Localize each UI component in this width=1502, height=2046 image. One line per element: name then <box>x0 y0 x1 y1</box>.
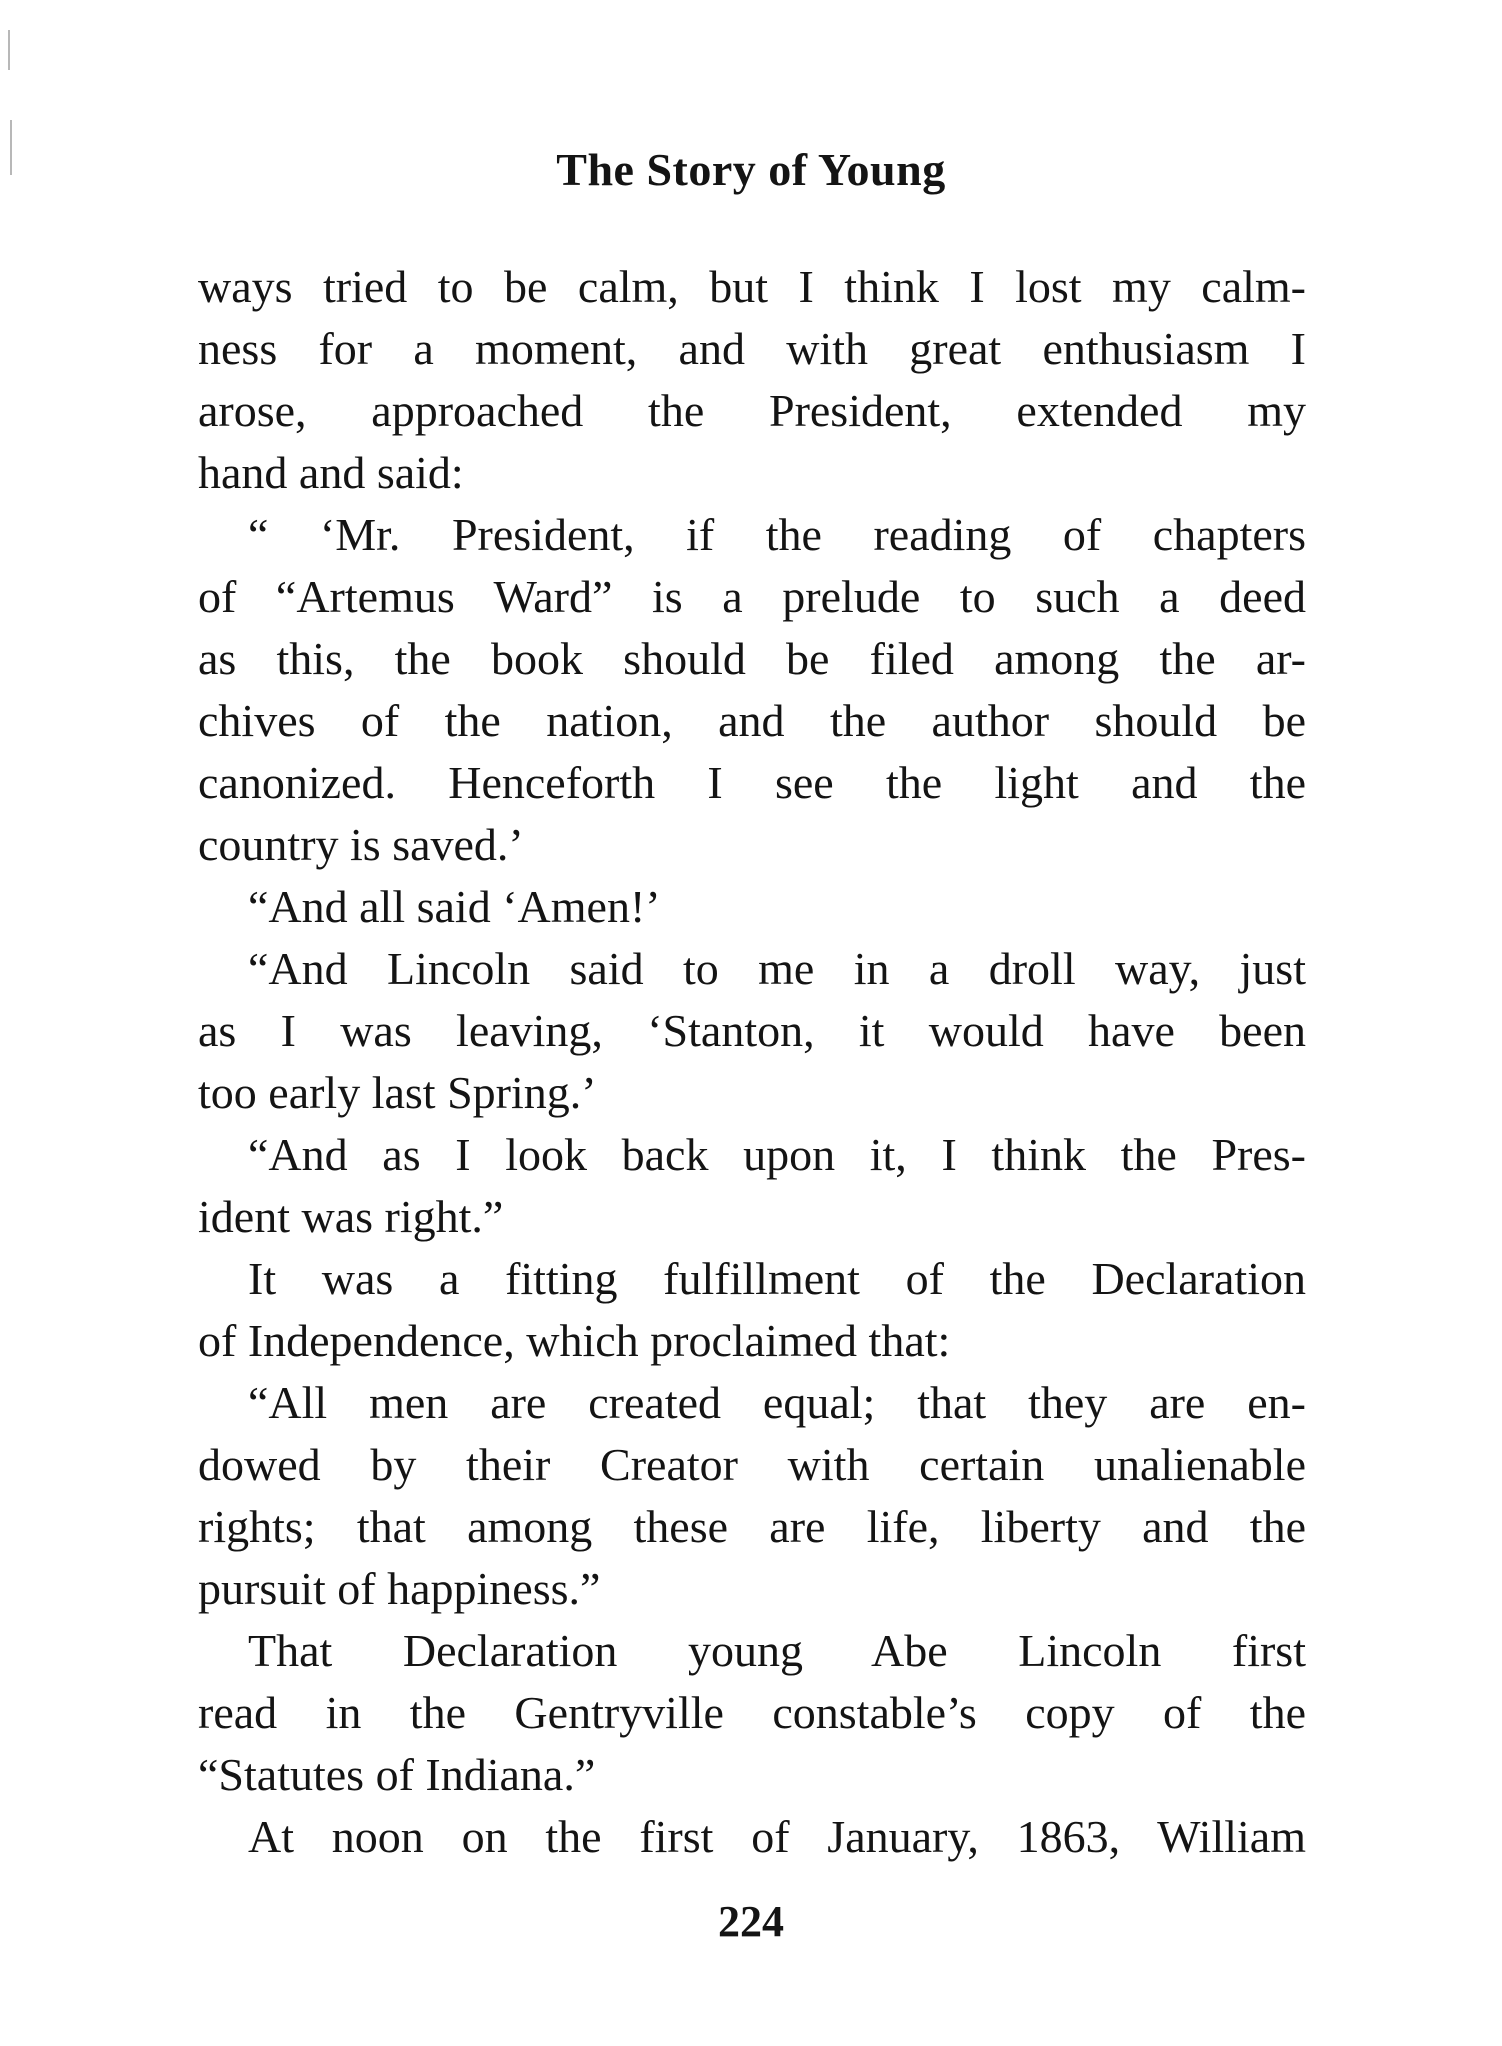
text-line: hand and said: <box>198 447 464 498</box>
running-head: The Story of Young <box>556 144 946 195</box>
text-line: of “Artemus Ward” is a prelude to such a deed <box>198 571 1306 622</box>
text-line: as this, the book should be filed among the ar- <box>198 633 1306 684</box>
text-line: pursuit of happiness.” <box>198 1563 601 1614</box>
text-line: canonized. Henceforth I see the light and the <box>198 757 1306 808</box>
text-line: It was a fitting fulfillment of the Declaration <box>248 1253 1306 1304</box>
text-line: That Declaration young Abe Lincoln first <box>248 1625 1306 1676</box>
scan-edge-mark <box>8 30 10 70</box>
text-line: At noon on the first of January, 1863, William <box>248 1811 1306 1862</box>
text-line: “Statutes of Indiana.” <box>198 1749 596 1800</box>
text-line: arose, approached the President, extended my <box>198 385 1306 436</box>
text-line: of Independence, which proclaimed that: <box>198 1315 951 1366</box>
text-line: read in the Gentryville constable’s copy of the <box>198 1687 1306 1738</box>
text-line: “And all said ‘Amen!’ <box>248 881 661 932</box>
text-line: ness for a moment, and with great enthusiasm I <box>198 323 1306 374</box>
text-line: rights; that among these are life, liberty and the <box>198 1501 1306 1552</box>
body-text <box>198 256 1306 1868</box>
text-line: dowed by their Creator with certain unalienable <box>198 1439 1306 1490</box>
page-number: 224 <box>718 1897 784 1946</box>
text-line: ident was right.” <box>198 1191 504 1242</box>
text-line: chives of the nation, and the author should be <box>198 695 1306 746</box>
text-line: “ ‘Mr. President, if the reading of chapters <box>248 509 1306 560</box>
text-line: ways tried to be calm, but I think I lost my calm- <box>198 261 1306 312</box>
text-line: “And as I look back upon it, I think the Pres- <box>248 1129 1306 1180</box>
text-line: country is saved.’ <box>198 819 524 870</box>
text-line: “And Lincoln said to me in a droll way, just <box>248 943 1306 994</box>
text-line: as I was leaving, ‘Stanton, it would have been <box>198 1005 1306 1056</box>
text-line: too early last Spring.’ <box>198 1067 597 1118</box>
text-line: “All men are created equal; that they are en- <box>248 1377 1306 1428</box>
